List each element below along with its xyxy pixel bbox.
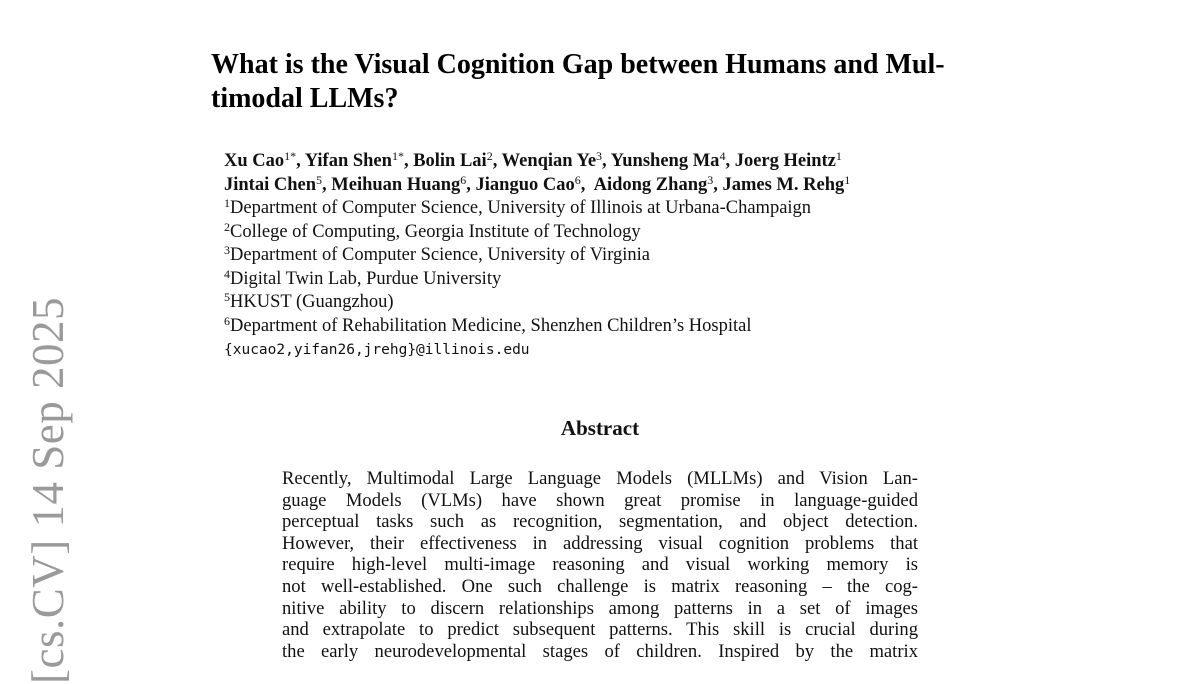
paper-title-line-1: What is the Visual Cognition Gap between Humans and Mul- [211, 49, 945, 80]
author-separator: , [492, 151, 502, 171]
affiliation-text: HKUST (Guangzhou) [230, 292, 394, 312]
affiliation-marker: 3 [596, 149, 603, 163]
affiliation-list [224, 197, 984, 338]
author-separator: , [713, 174, 723, 195]
affiliation-item [224, 244, 984, 268]
author-name: Aidong Zhang [593, 174, 708, 195]
affiliation-text: Digital Twin Lab, Purdue University [230, 268, 502, 289]
author-name: Xu Cao [224, 151, 285, 171]
affiliation-marker: 1* [284, 149, 297, 163]
author-separator: , [466, 174, 476, 195]
author-line-2 [224, 174, 984, 198]
author-name: Wenqian Ye [501, 151, 597, 171]
author-block [224, 150, 984, 361]
affiliation-marker: 1 [844, 172, 851, 187]
affiliation-marker: 5 [316, 172, 323, 187]
author-name: Yunsheng Ma [610, 151, 720, 171]
author-name: Joerg Heintz [734, 151, 836, 171]
paper-title [211, 48, 1011, 116]
affiliation-item [224, 221, 984, 245]
author-separator: , [403, 151, 414, 171]
affiliation-item [224, 268, 984, 292]
abstract-line: perceptual tasks such as recognition, segmentation, and object detection. [282, 511, 918, 533]
abstract-line: require high-level multi-image reasoning and visual working memory is [282, 554, 918, 576]
author-line-1 [224, 150, 984, 174]
affiliation-marker: 6 [574, 172, 581, 187]
affiliation-item [224, 315, 984, 339]
author-separator: , [322, 174, 332, 195]
arxiv-identifier-stamp: [cs.CV] 14 Sep 2025 [23, 297, 73, 684]
affiliation-text: Department of Rehabilitation Medicine, Shenzhen Children’s Hospital [230, 315, 752, 336]
affiliation-marker: 1 [835, 149, 842, 163]
affiliation-number: 4 [224, 266, 230, 281]
affiliation-text: Department of Computer Science, University of Virginia [230, 245, 651, 265]
affiliation-number: 3 [224, 243, 230, 257]
abstract-line: guage Models (VLMs) have shown great promise in language-guided [282, 489, 918, 511]
affiliation-marker: 4 [719, 149, 726, 163]
affiliation-text: College of Computing, Georgia Institute of Technology [230, 221, 641, 242]
author-separator: , [296, 151, 305, 171]
abstract-body [282, 468, 918, 662]
affiliation-marker: 2 [486, 149, 493, 163]
affiliation-text: Department of Computer Science, University of Illinois at Urbana-Champaign [230, 198, 812, 218]
abstract-line: not well-established. One such challenge is matrix reasoning – the cog- [282, 575, 918, 597]
affiliation-marker: 6 [460, 172, 467, 187]
author-separator: , [725, 151, 735, 171]
affiliation-marker: 1* [391, 149, 404, 163]
author-name: Meihuan Huang [331, 174, 461, 195]
abstract-heading: Abstract [560, 416, 640, 440]
author-name: James M. Rehg [722, 174, 845, 195]
abstract-line: However, their effectiveness in addressing visual cognition problems that [282, 532, 918, 554]
abstract-line: Recently, Multimodal Large Language Models (MLLMs) and Vision Lan- [282, 468, 918, 489]
abstract-line: and extrapolate to predict subsequent patterns. This skill is crucial during [282, 619, 918, 641]
abstract-line: the early neurodevelopmental stages of children. Inspired by the matrix [282, 640, 918, 662]
author-name: Bolin Lai [413, 151, 487, 171]
contact-email: {xucao2,yifan26,jrehg}@illinois.edu [224, 342, 530, 358]
abstract-line: nitive ability to discern relationships among patterns in a set of images [282, 597, 918, 619]
affiliation-item [224, 197, 984, 221]
author-name: Jianguo Cao [475, 174, 575, 195]
affiliation-item [224, 291, 984, 315]
author-name: Jintai Chen [224, 174, 317, 195]
author-name: Yifan Shen [304, 151, 392, 171]
affiliation-number: 5 [224, 290, 230, 304]
affiliation-marker: 3 [707, 172, 714, 187]
paper-title-line-2: timodal LLMs? [211, 83, 399, 114]
affiliation-number: 1 [224, 196, 230, 210]
affiliation-number: 2 [224, 219, 230, 234]
author-separator: , [580, 174, 594, 195]
author-separator: , [602, 151, 611, 171]
affiliation-number: 6 [224, 313, 230, 328]
